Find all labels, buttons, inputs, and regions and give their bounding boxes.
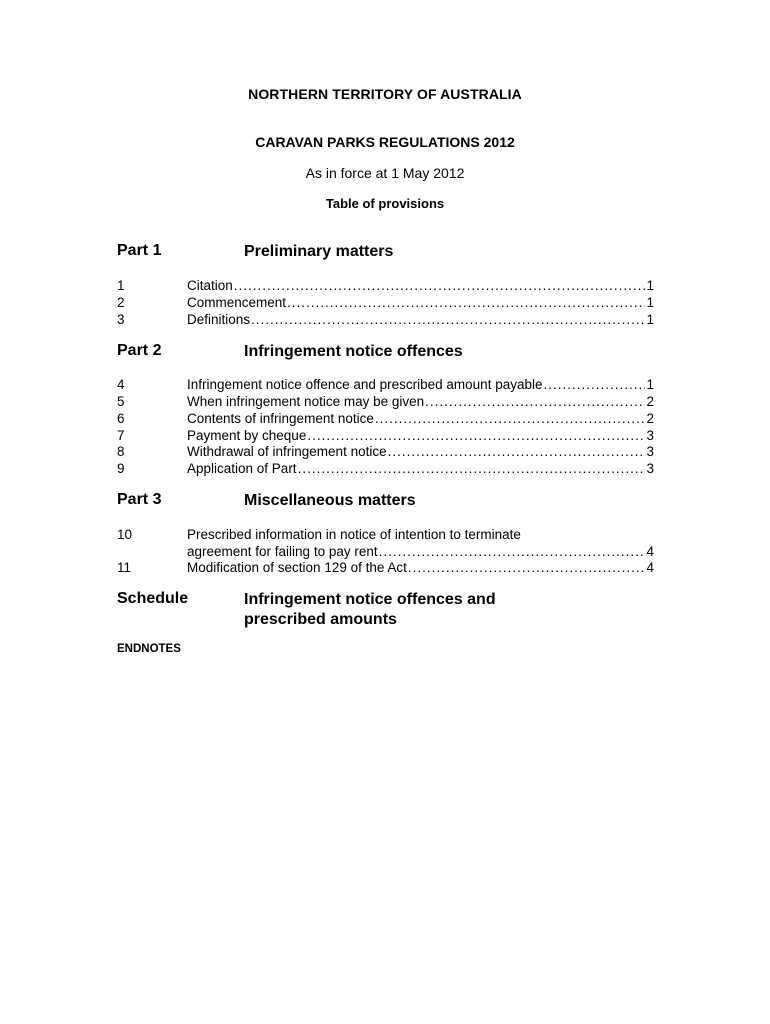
entry-title: Modification of section 129 of the Act <box>187 560 407 575</box>
part-title: Preliminary matters <box>244 243 394 260</box>
entry-number: 1 <box>117 278 125 293</box>
entry-number: 3 <box>117 312 125 327</box>
dot-leader <box>388 443 646 460</box>
dot-leader <box>234 277 646 294</box>
entry-page-number: 1 <box>646 295 654 310</box>
entry-title: Application of Part <box>187 461 297 476</box>
dot-leader <box>425 393 645 410</box>
toc-entry[interactable] <box>117 410 654 427</box>
toc-heading: Table of provisions <box>325 196 445 211</box>
part-label: Part 2 <box>117 342 162 359</box>
entry-title: When infringement notice may be given <box>187 394 425 409</box>
toc-entry[interactable] <box>117 294 654 311</box>
schedule-title-line-1: Infringement notice offences and <box>244 591 496 608</box>
entry-page-number: 2 <box>646 394 654 409</box>
toc-entry[interactable] <box>117 443 654 460</box>
toc-entry[interactable] <box>117 543 654 560</box>
entry-title: Contents of infringement notice <box>187 411 374 426</box>
entry-number: 7 <box>117 428 125 443</box>
dot-leader <box>287 294 645 311</box>
entry-page-number: 1 <box>646 312 654 327</box>
part-title: Infringement notice offences <box>244 343 463 360</box>
entry-page-number: 4 <box>646 544 654 559</box>
dot-leader <box>298 460 646 477</box>
entry-page-number: 3 <box>646 444 654 459</box>
endnotes-link[interactable]: ENDNOTES <box>117 643 181 655</box>
entry-number: 9 <box>117 461 125 476</box>
jurisdiction-heading: NORTHERN TERRITORY OF AUSTRALIA <box>248 86 522 102</box>
in-force-date: As in force at 1 May 2012 <box>305 165 465 181</box>
entry-number: 4 <box>117 377 125 392</box>
entry-number: 8 <box>117 444 125 459</box>
entry-title: Commencement <box>187 295 287 310</box>
dot-leader <box>251 311 645 328</box>
entry-title: agreement for failing to pay rent <box>187 544 378 559</box>
toc-entry[interactable] <box>117 376 654 393</box>
part-label: Part 1 <box>117 242 162 259</box>
entry-page-number: 3 <box>646 461 654 476</box>
toc-entry-line1[interactable] <box>117 526 654 543</box>
entry-title-first-line: Prescribed information in notice of intention to terminate <box>187 527 521 542</box>
entry-page-number: 2 <box>646 411 654 426</box>
entry-title: Withdrawal of infringement notice <box>187 444 387 459</box>
dot-leader <box>307 427 645 444</box>
dot-leader <box>379 543 646 560</box>
schedule-label: Schedule <box>117 590 189 607</box>
dot-leader <box>375 410 646 427</box>
entry-number: 11 <box>117 560 132 575</box>
dot-leader <box>408 559 646 576</box>
toc-entry[interactable] <box>117 311 654 328</box>
entry-title: Citation <box>187 278 233 293</box>
toc-entry[interactable] <box>117 277 654 294</box>
entry-page-number: 1 <box>646 377 654 392</box>
toc-entry[interactable] <box>117 559 654 576</box>
entry-page-number: 3 <box>646 428 654 443</box>
toc-entry[interactable] <box>117 460 654 477</box>
document-title: CARAVAN PARKS REGULATIONS 2012 <box>255 134 515 150</box>
entry-number: 2 <box>117 295 125 310</box>
entry-title: Definitions <box>187 312 251 327</box>
entry-page-number: 1 <box>646 278 654 293</box>
entry-title: Payment by cheque <box>187 428 307 443</box>
entry-number: 10 <box>117 527 133 542</box>
dot-leader <box>543 376 645 393</box>
schedule-title <box>244 590 644 630</box>
schedule-title-line-2: prescribed amounts <box>244 611 397 628</box>
entry-number: 6 <box>117 411 125 426</box>
entry-title: Infringement notice offence and prescribed amount payable <box>187 377 543 392</box>
part-title: Miscellaneous matters <box>244 492 416 509</box>
toc-entry[interactable] <box>117 393 654 410</box>
toc-entry[interactable] <box>117 427 654 444</box>
entry-page-number: 4 <box>646 560 654 575</box>
entry-number: 5 <box>117 394 125 409</box>
part-label: Part 3 <box>117 491 162 508</box>
